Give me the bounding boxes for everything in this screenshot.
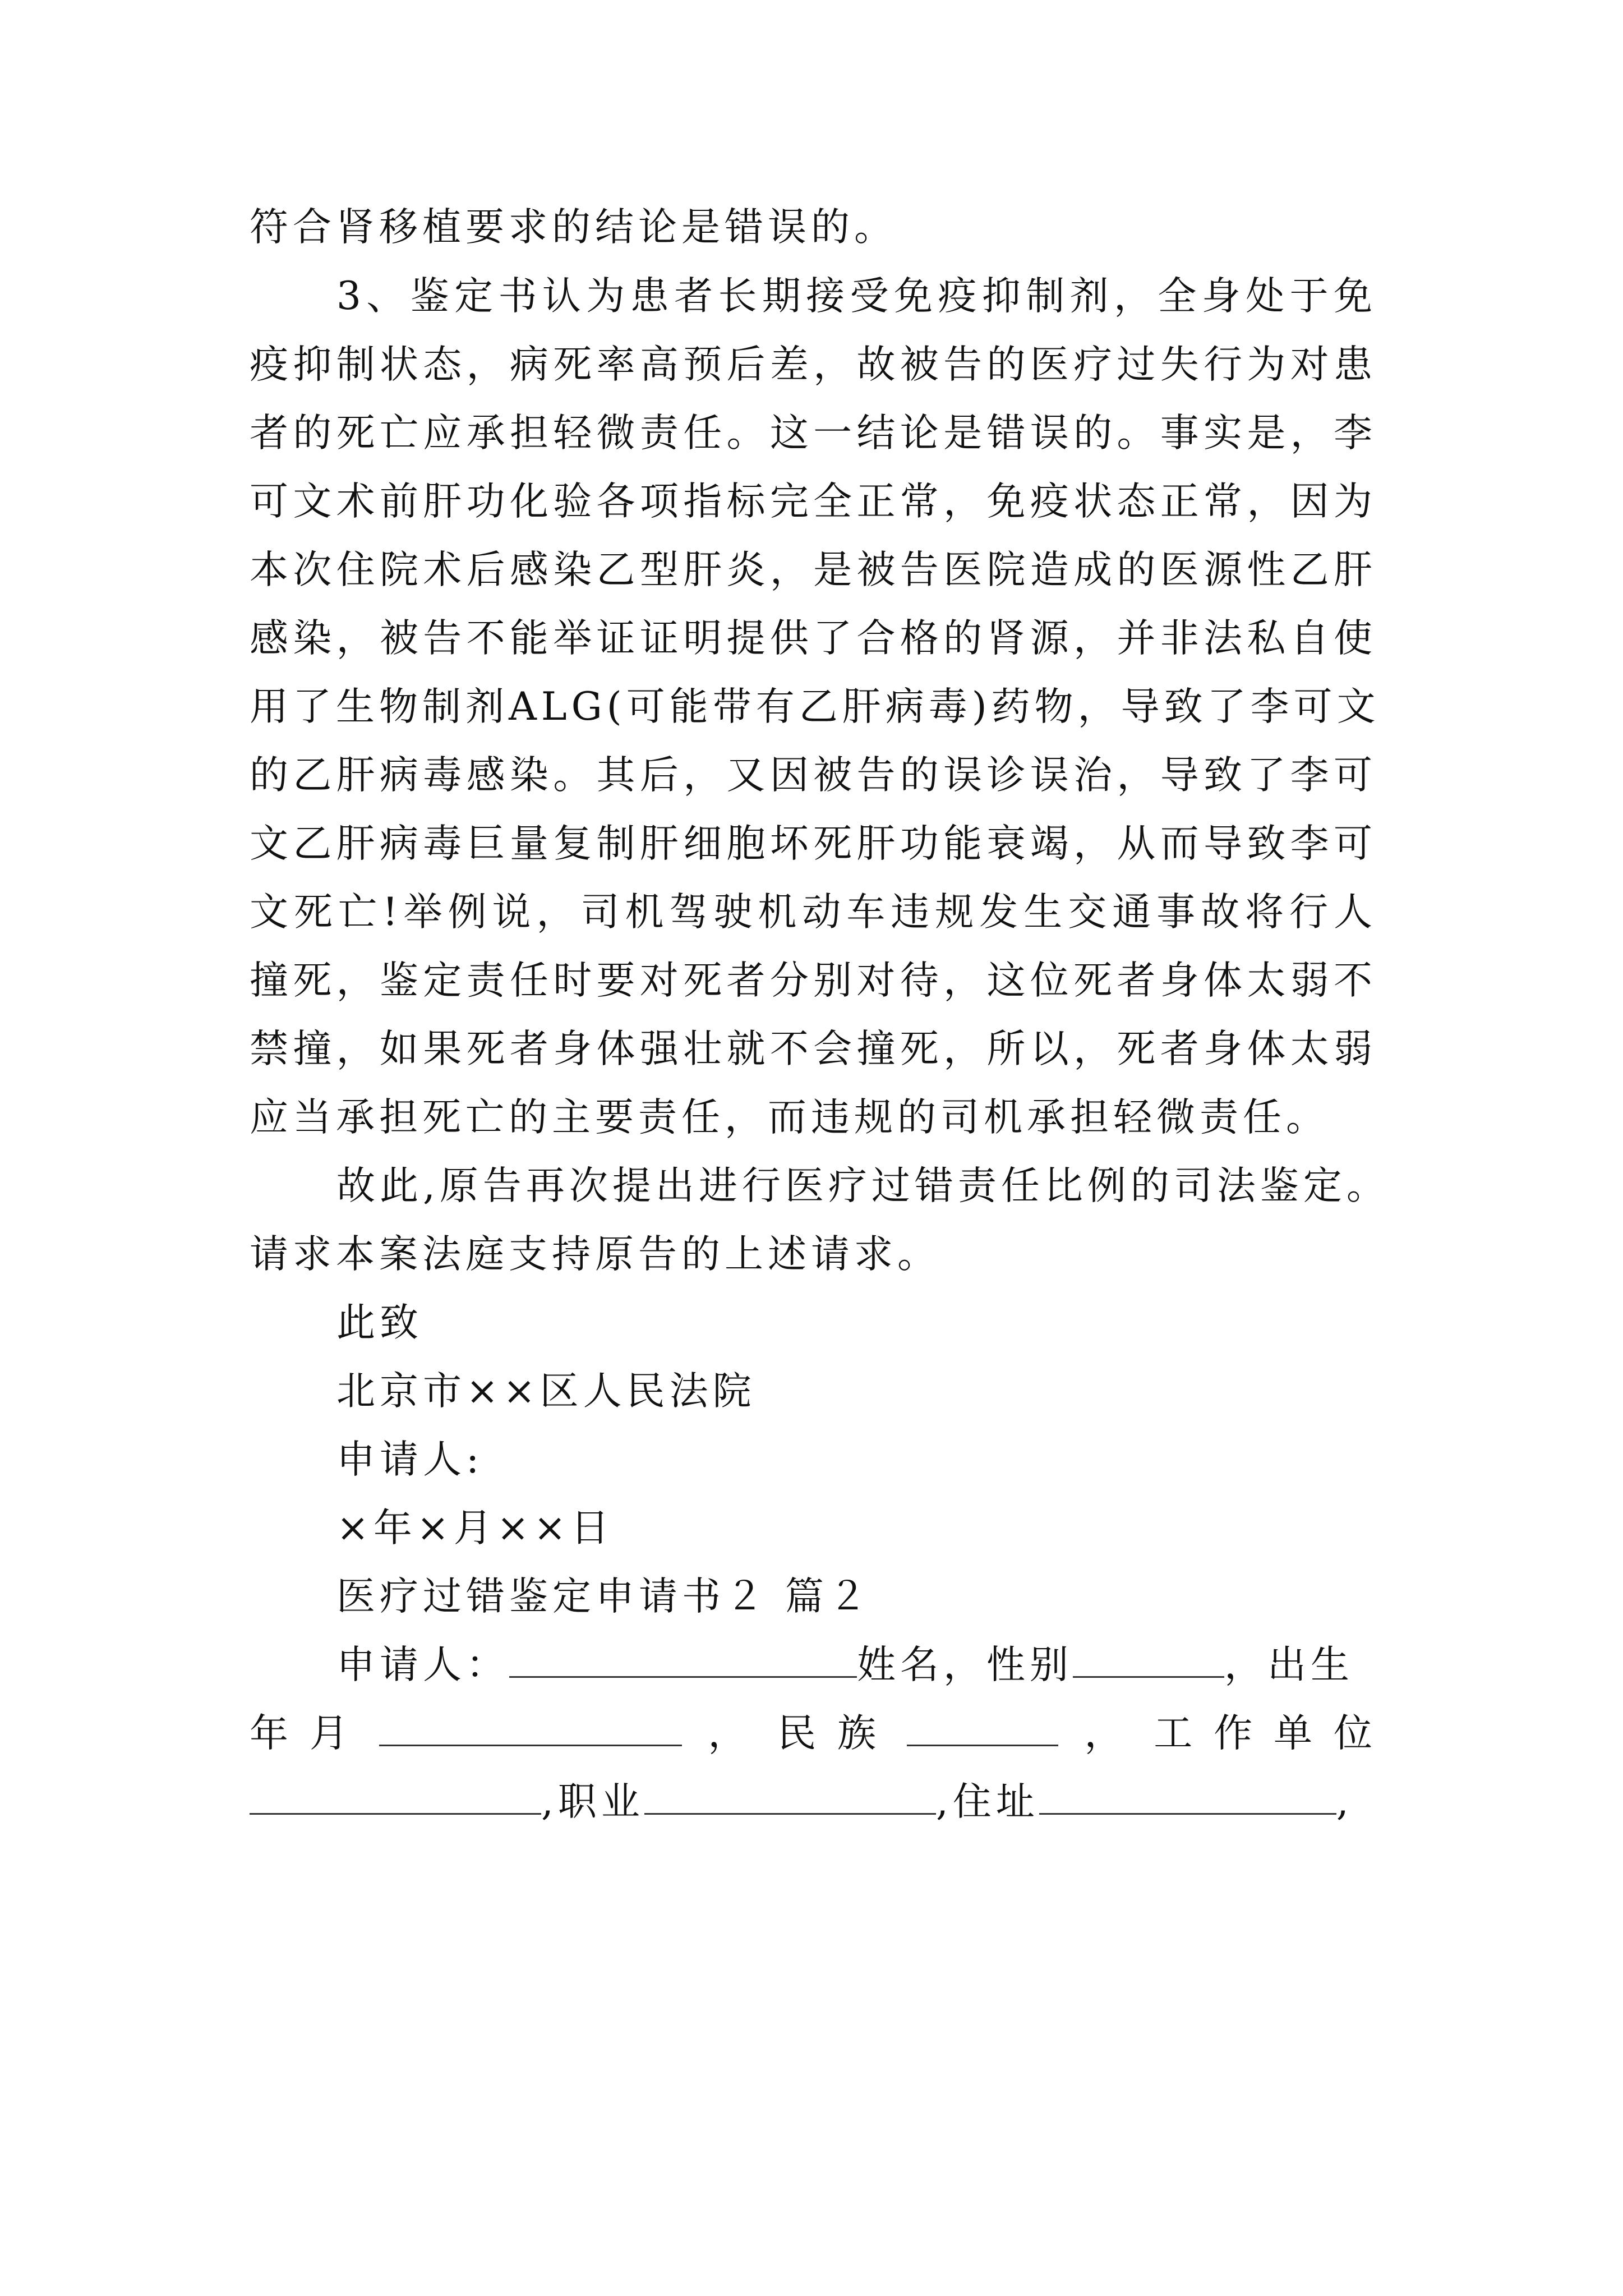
- court-name: 北京市××区人民法院: [336, 1369, 756, 1414]
- salutation: 此致: [336, 1300, 423, 1345]
- text-line: 疫抑制状态，病死率高预后差，故被告的医疗过失行为对患: [250, 342, 1377, 387]
- work-unit-label: 工 作 单 位: [1154, 1711, 1377, 1756]
- text-line: 3、鉴定书认为患者长期接受免疫抑制剂，全身处于免: [336, 274, 1377, 319]
- text-line: 符合肾移植要求的结论是错误的。: [250, 205, 897, 250]
- address-label: ,住址: [935, 1779, 1039, 1824]
- form-line-1: [336, 1637, 1377, 1693]
- text-line: 撞死，鉴定责任时要对死者分别对待，这位死者身体太弱不: [250, 958, 1377, 1003]
- text-line: 文死亡!举例说，司机驾驶机动车违规发生交通事故将行人: [250, 890, 1377, 935]
- birth-blank[interactable]: [379, 1711, 682, 1746]
- birth-label: ，出生: [1224, 1642, 1354, 1687]
- text-line: 本次住院术后感染乙型肝炎，是被告医院造成的医源性乙肝: [250, 547, 1377, 592]
- address-blank[interactable]: [1039, 1779, 1336, 1815]
- text-line: 禁撞，如果死者身体强壮就不会撞死，所以，死者身体太弱: [250, 1027, 1377, 1071]
- work-unit-blank[interactable]: [250, 1779, 541, 1815]
- text-line: 可文术前肝功化验各项指标完全正常，免疫状态正常，因为: [250, 479, 1377, 524]
- text-line: 的乙肝病毒感染。其后，又因被告的误诊误治，导致了李可: [250, 753, 1377, 798]
- text-line: 文乙肝病毒巨量复制肝细胞坏死肝功能衰竭，从而导致李可: [250, 821, 1377, 866]
- date-line: ×年×月××日: [336, 1506, 614, 1550]
- text-line: 请求本案法庭支持原告的上述请求。: [250, 1232, 940, 1277]
- form-line-3: [250, 1774, 1377, 1830]
- text-line: 应当承担死亡的主要责任，而违规的司机承担轻微责任。: [250, 1095, 1329, 1140]
- applicant-label: 申请人：: [336, 1642, 509, 1687]
- applicant-signature: 申请人:: [336, 1437, 484, 1482]
- sex-blank[interactable]: [1073, 1642, 1224, 1678]
- name-sex-label: 姓名，性别: [857, 1642, 1073, 1687]
- name-blank[interactable]: [509, 1642, 857, 1678]
- form-line-2: [250, 1705, 1377, 1761]
- ethnicity-label: 民 族: [777, 1711, 881, 1756]
- comma: ，: [1084, 1711, 1128, 1756]
- text-line: 者的死亡应承担轻微责任。这一结论是错误的。事实是，李: [250, 411, 1377, 455]
- section-heading: 医疗过错鉴定申请书２ 篇２: [336, 1574, 872, 1619]
- occupation-blank[interactable]: [644, 1779, 936, 1815]
- occupation-label: ,职业: [541, 1779, 644, 1824]
- trailing-comma: ,: [1336, 1779, 1353, 1824]
- text-line: 用了生物制剂ALG(可能带有乙肝病毒)药物，导致了李可文: [250, 684, 1380, 729]
- ethnicity-blank[interactable]: [907, 1711, 1058, 1746]
- comma: ，: [708, 1711, 751, 1756]
- text-line: 感染，被告不能举证证明提供了合格的肾源，并非法私自使: [250, 616, 1377, 661]
- year-month-label: 年 月: [250, 1711, 353, 1756]
- text-line: 故此,原告再次提出进行医疗过错责任比例的司法鉴定。: [336, 1163, 1390, 1208]
